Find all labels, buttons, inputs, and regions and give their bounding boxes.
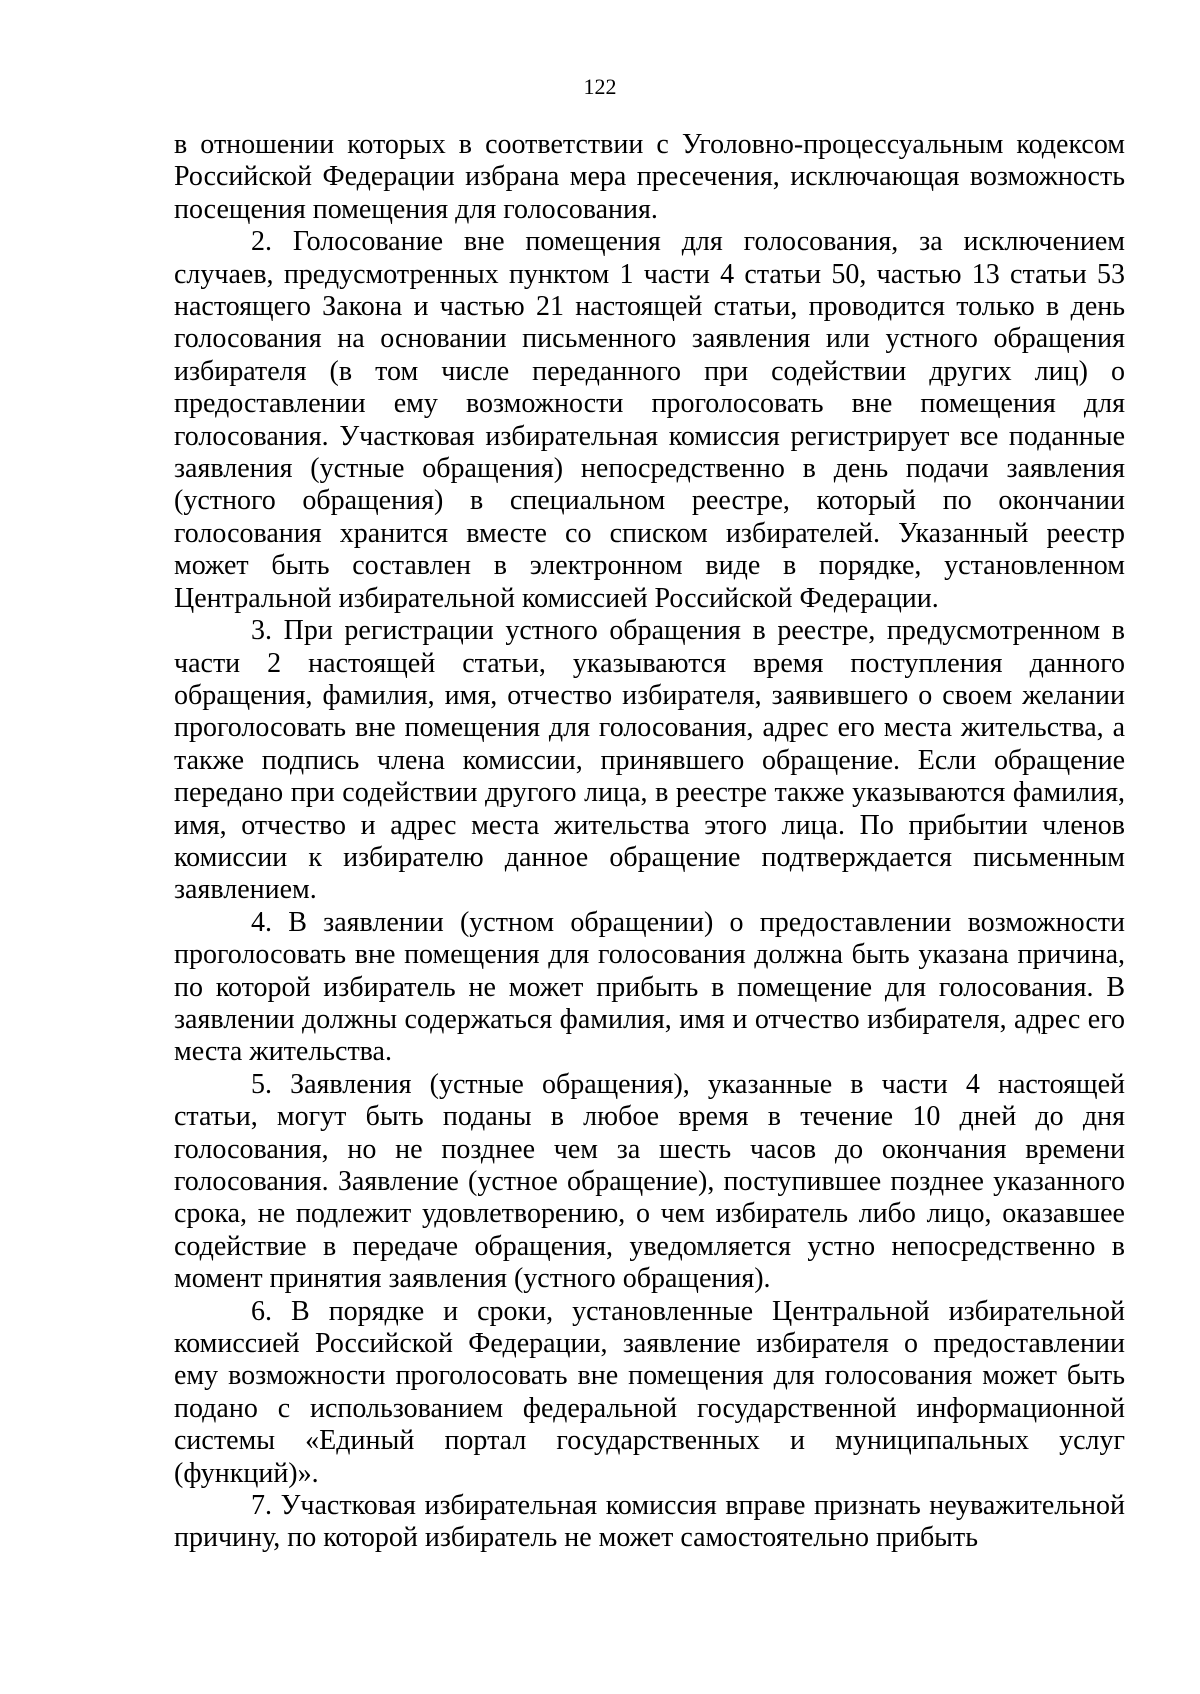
paragraph-6: 6. В порядке и сроки, установленные Центральной избирательной комиссией Российской Федерации, заявление избирателя о предоставлении ему возможности проголосовать вне помещения для голосования может быть подано с использованием федеральной государственной информационной системы «Единый портал государственных и муниципальных услуг (функций)». <box>174 1295 1125 1489</box>
paragraph-7: 7. Участковая избирательная комиссия вправе признать неуважительной причину, по которой избиратель не может самостоятельно прибыть <box>174 1490 1125 1554</box>
document-body <box>174 129 1125 1555</box>
paragraph-3: 3. При регистрации устного обращения в реестре, предусмотренном в части 2 настоящей статьи, указываются время поступления данного обращения, фамилия, имя, отчество избирателя, заявившего о своем желании проголосовать вне помещения для голосования, адрес его места жительства, а также подпись члена комиссии, принявшего обращение. Если обращение передано при содействии другого лица, в реестре также указываются фамилия, имя, отчество и адрес места жительства этого лица. По прибытии членов комиссии к избирателю данное обращение подтверждается письменным заявлением. <box>174 615 1125 906</box>
paragraph-4: 4. В заявлении (устном обращении) о предоставлении возможности проголосовать вне помещения для голосования должна быть указана причина, по которой избиратель не может прибыть в помещение для голосования. В заявлении должны содержаться фамилия, имя и отчество избирателя, адрес его места жительства. <box>174 906 1125 1068</box>
paragraph-continuation: в отношении которых в соответствии с Уголовно-процессуальным кодексом Российской Федерации избрана мера пресечения, исключающая возможность посещения помещения для голосования. <box>174 129 1125 225</box>
paragraph-2: 2. Голосование вне помещения для голосования, за исключением случаев, предусмотренных пунктом 1 части 4 статьи 50, частью 13 статьи 53 настоящего Закона и частью 21 настоящей статьи, проводится только в день голосования на основании письменного заявления или устного обращения избирателя (в том числе переданного при содействии других лиц) о предоставлении ему возможности проголосовать вне помещения для голосования. Участковая избирательная комиссия регистрирует все поданные заявления (устные обращения) непосредственно в день подачи заявления (устного обращения) в специальном реестре, который по окончании голосования хранится вместе со списком избирателей. Указанный реестр может быть составлен в электронном виде в порядке, установленном Центральной избирательной комиссией Российской Федерации. <box>174 226 1125 614</box>
paragraph-5: 5. Заявления (устные обращения), указанные в части 4 настоящей статьи, могут быть поданы в любое время в течение 10 дней до дня голосования, но не позднее чем за шесть часов до окончания времени голосования. Заявление (устное обращение), поступившее позднее указанного срока, не подлежит удовлетворению, о чем избиратель либо лицо, оказавшее содействие в передаче обращения, уведомляется устно непосредственно в момент принятия заявления (устного обращения). <box>174 1068 1125 1295</box>
page-number: 122 <box>583 74 617 99</box>
